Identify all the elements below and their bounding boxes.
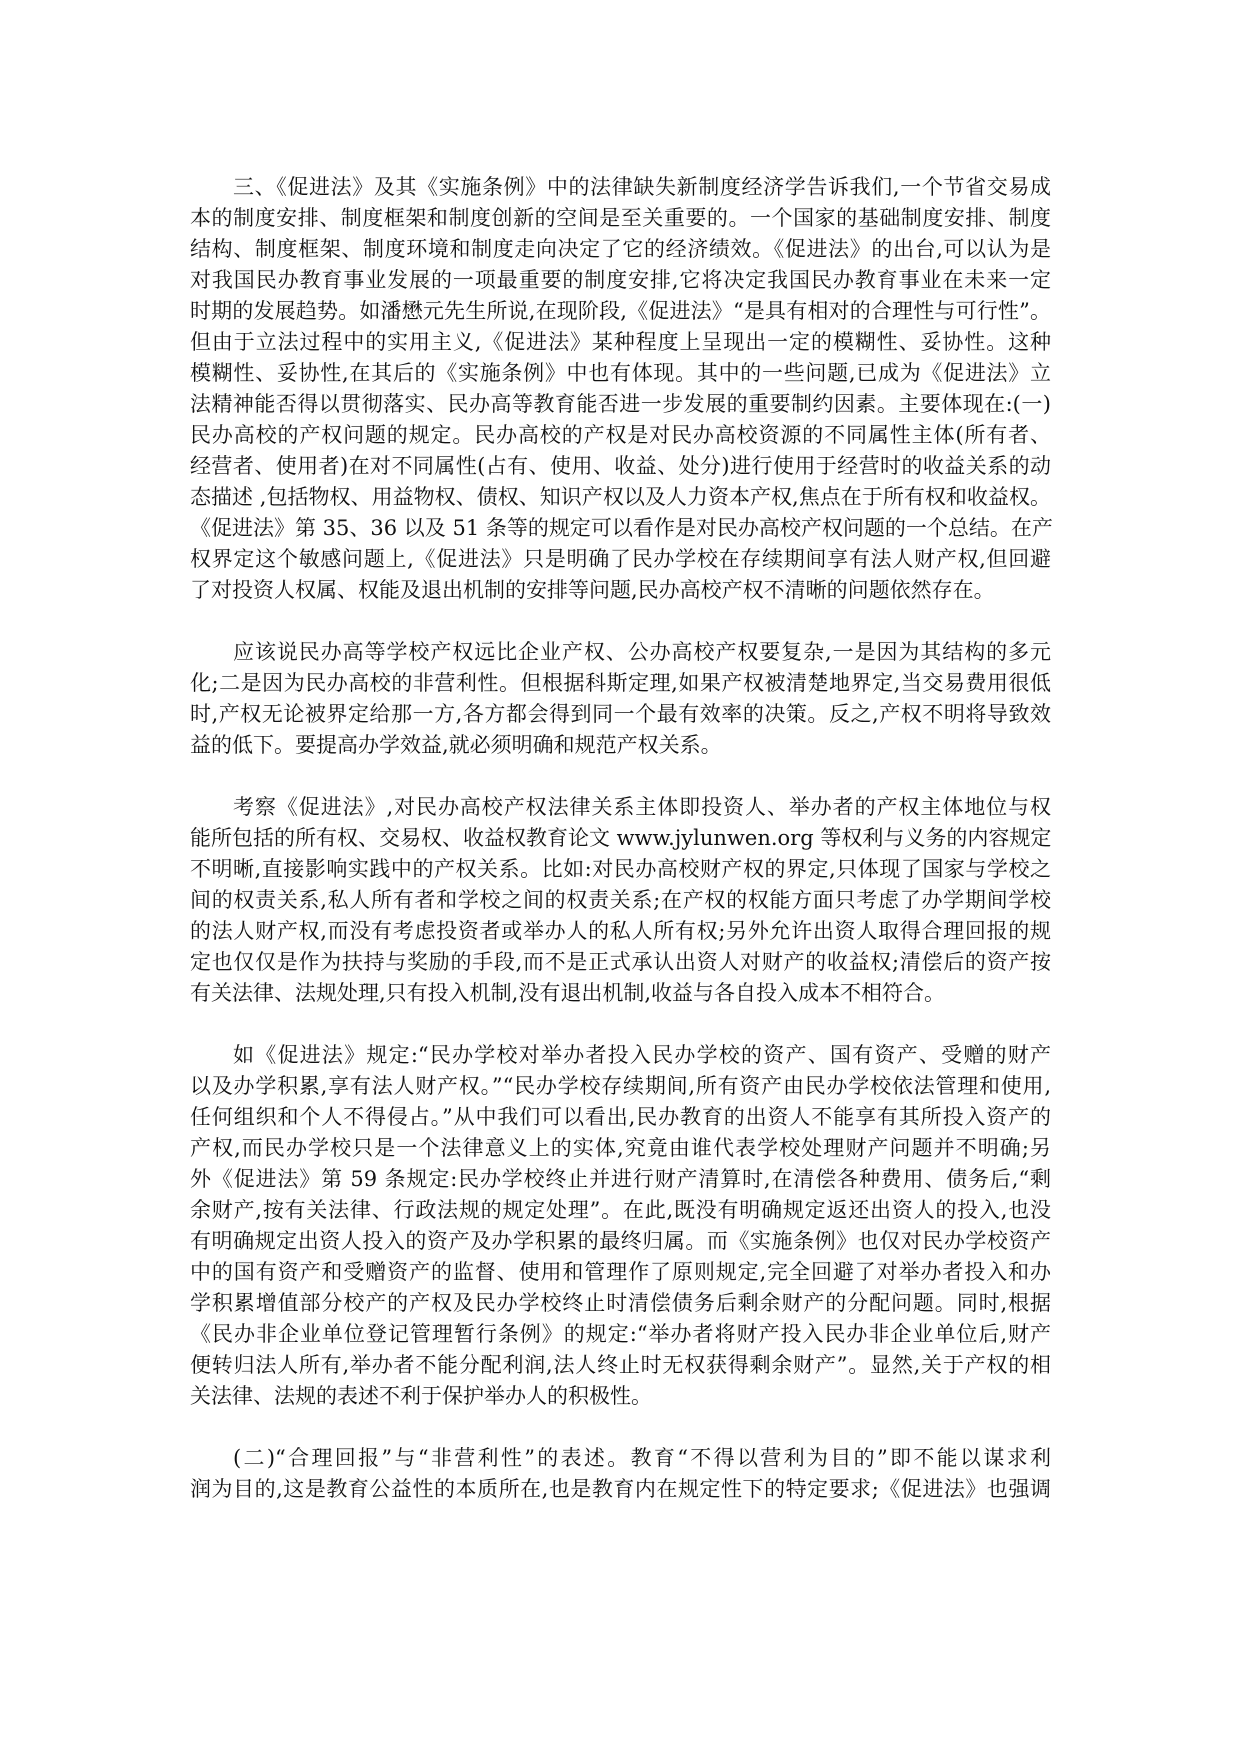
text-line: 能所包括的所有权、交易权、收益权教育论文 www.jylunwen.org 等权利与义务的内容规定 xyxy=(190,826,1052,850)
text-line: 但由于立法过程中的实用主义,《促进法》某种程度上呈现出一定的模糊性、妥协性。这种 xyxy=(190,330,1051,354)
text-line: 《促进法》第 35、36 以及 51 条等的规定可以看作是对民办高校产权问题的一个总结。在产 xyxy=(190,516,1053,540)
text-line: 时期的发展趋势。如潘懋元先生所说,在现阶段,《促进法》“是具有相对的合理性与可行性”。 xyxy=(190,299,1051,323)
text-line: 如《促进法》规定:“民办学校对举办者投入民办学校的资产、国有资产、受赠的财产 xyxy=(233,1043,1051,1067)
text-line: 关法律、法规的表述不利于保护举办人的积极性。 xyxy=(190,1384,652,1408)
text-line: 民办高校的产权问题的规定。民办高校的产权是对民办高校资源的不同属性主体(所有者、 xyxy=(190,423,1051,447)
text-line: 中的国有资产和受赠资产的监督、使用和管理作了原则规定,完全回避了对举办者投入和办 xyxy=(190,1260,1051,1284)
text-line: 经营者、使用者)在对不同属性(占有、使用、收益、处分)进行使用于经营时的收益关系的动 xyxy=(190,454,1051,478)
text-line: 有关法律、法规处理,只有投入机制,没有退出机制,收益与各自投入成本不相符合。 xyxy=(190,981,946,1005)
text-line: 应该说民办高等学校产权远比企业产权、公办高校产权要复杂,一是因为其结构的多元 xyxy=(233,640,1051,664)
text-line: 权界定这个敏感问题上,《促进法》只是明确了民办学校在存续期间享有法人财产权,但回避 xyxy=(190,547,1051,571)
paragraph xyxy=(190,1443,1051,1505)
text-line: 考察《促进法》,对民办高校产权法律关系主体即投资人、举办者的产权主体地位与权 xyxy=(233,795,1052,819)
text-line: 法精神能否得以贯彻落实、民办高等教育能否进一步发展的重要制约因素。主要体现在:(一) xyxy=(190,392,1051,416)
text-line: 以及办学积累,享有法人财产权。”“民办学校存续期间,所有资产由民办学校依法管理和使用, xyxy=(190,1074,1051,1098)
text-line: 态描述 ,包括物权、用益物权、债权、知识产权以及人力资本产权,焦点在于所有权和收益权。 xyxy=(190,485,1051,509)
document-body xyxy=(190,172,1051,1505)
text-line: 模糊性、妥协性,在其后的《实施条例》中也有体现。其中的一些问题,已成为《促进法》立 xyxy=(190,361,1051,385)
paragraph xyxy=(190,172,1051,606)
text-line: 学积累增值部分校产的产权及民办学校终止时清偿债务后剩余财产的分配问题。同时,根据 xyxy=(190,1291,1051,1315)
paragraph xyxy=(190,637,1051,761)
text-line: 本的制度安排、制度框架和制度创新的空间是至关重要的。一个国家的基础制度安排、制度 xyxy=(190,206,1051,230)
text-line: 产权,而民办学校只是一个法律意义上的实体,究竟由谁代表学校处理财产问题并不明确;另 xyxy=(190,1136,1051,1160)
text-line: 了对投资人权属、权能及退出机制的安排等问题,民办高校产权不清晰的问题依然存在。 xyxy=(190,578,995,602)
text-line: 间的权责关系,私人所有者和学校之间的权责关系;在产权的权能方面只考虑了办学期间学校 xyxy=(190,888,1051,912)
text-line: 余财产,按有关法律、行政法规的规定处理”。在此,既没有明确规定返还出资人的投入,也没 xyxy=(190,1198,1051,1222)
text-line: (二)“合理回报”与“非营利性”的表述。教育“不得以营利为目的”即不能以谋求利 xyxy=(233,1446,1051,1470)
text-line: 化;二是因为民办高校的非营利性。但根据科斯定理,如果产权被清楚地界定,当交易费用很低 xyxy=(190,671,1051,695)
text-line: 任何组织和个人不得侵占。”从中我们可以看出,民办教育的出资人不能享有其所投入资产的 xyxy=(190,1105,1051,1129)
text-line: 便转归法人所有,举办者不能分配利润,法人终止时无权获得剩余财产”。显然,关于产权的相 xyxy=(190,1353,1051,1377)
text-line: 结构、制度框架、制度环境和制度走向决定了它的经济绩效。《促进法》的出台,可以认为是 xyxy=(190,237,1051,261)
text-line: 有明确规定出资人投入的资产及办学积累的最终归属。而《实施条例》也仅对民办学校资产 xyxy=(190,1229,1051,1253)
text-line: 不明晰,直接影响实践中的产权关系。比如:对民办高校财产权的界定,只体现了国家与学校之 xyxy=(190,857,1051,881)
paragraph xyxy=(190,1040,1051,1412)
text-line: 的法人财产权,而没有考虑投资者或举办人的私人所有权;另外允许出资人取得合理回报的规 xyxy=(190,919,1051,943)
paragraph xyxy=(190,792,1051,1009)
text-line: 对我国民办教育事业发展的一项最重要的制度安排,它将决定我国民办教育事业在未来一定 xyxy=(190,268,1051,292)
text-line: 《民办非企业单位登记管理暂行条例》的规定:“举办者将财产投入民办非企业单位后,财产 xyxy=(190,1322,1051,1346)
text-line: 三、《促进法》及其《实施条例》中的法律缺失新制度经济学告诉我们,一个节省交易成 xyxy=(233,175,1051,199)
text-line: 外《促进法》第 59 条规定:民办学校终止并进行财产清算时,在清偿各种费用、债务后,“剩 xyxy=(190,1167,1051,1191)
text-line: 时,产权无论被界定给那一方,各方都会得到同一个最有效率的决策。反之,产权不明将导致效 xyxy=(190,702,1051,726)
text-line: 益的低下。要提高办学效益,就必须明确和规范产权关系。 xyxy=(190,733,722,757)
text-line: 定也仅仅是作为扶持与奖励的手段,而不是正式承认出资人对财产的收益权;清偿后的资产按 xyxy=(190,950,1051,974)
text-line: 润为目的,这是教育公益性的本质所在,也是教育内在规定性下的特定要求;《促进法》也强调 xyxy=(190,1477,1051,1501)
